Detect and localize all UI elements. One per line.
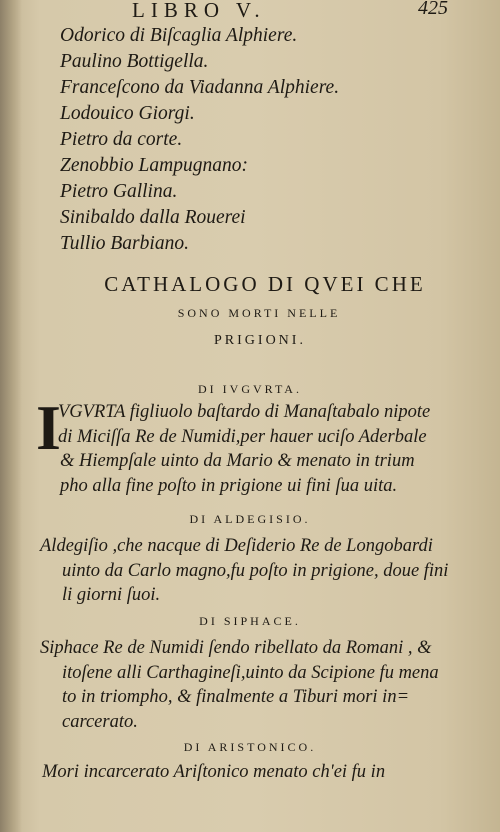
- list-item: Sinibaldo dalla Rouerei: [60, 207, 246, 228]
- text-line: to in triompho, & finalmente a Tiburi mori in=: [62, 687, 410, 707]
- section-heading: DI SIPHACE.: [199, 614, 301, 628]
- section-text: [58, 400, 488, 498]
- drop-capital: I: [36, 392, 61, 463]
- list-item: Lodouico Giorgi.: [60, 103, 195, 124]
- section-heading: DI ARISTONICO.: [183, 740, 317, 754]
- section-text: [42, 760, 472, 785]
- text-line: VGVRTA figliuolo baſtardo di Manaſtabalo nipote: [58, 402, 431, 422]
- text-line: li giorni ſuoi.: [62, 585, 161, 605]
- catalog-subtitle-line: SONO MORTI NELLE: [177, 306, 341, 320]
- text-line: carcerato.: [62, 711, 138, 732]
- list-item: Tullio Barbiano.: [60, 233, 189, 254]
- catalog-subtitle-line: PRIGIONI.: [214, 333, 306, 348]
- section-heading: DI ALDEGISIO.: [189, 512, 311, 526]
- catalog-title-line: CATHALOGO DI QVEI CHE: [104, 272, 426, 296]
- list-item: Odorico di Biſcaglia Alphiere.: [60, 25, 298, 46]
- text-line: Mori incarcerato Ariſtonico menato ch'ei fu in: [42, 762, 386, 782]
- text-line: uinto da Carlo magno,fu poſto in prigione, doue fini: [62, 560, 449, 581]
- section-heading: DI IVGVRTA.: [198, 382, 302, 396]
- running-head: LIBRO V.: [132, 0, 266, 22]
- text-line: pho alla fine poſto in prigione ui fini ſua uita.: [60, 475, 398, 496]
- text-line: Siphace Re de Numidi ſendo ribellato da Romani , &: [40, 638, 432, 658]
- list-item: Zenobbio Lampugnano:: [60, 155, 248, 176]
- text-line: Aldegiſio ,che nacque di Deſiderio Re de Longobardi: [40, 536, 433, 556]
- text-line: & Hiempſale uinto da Mario & menato in trium: [60, 451, 415, 471]
- section-text: [40, 636, 470, 734]
- list-item: Franceſcono da Viadanna Alphiere.: [60, 77, 340, 98]
- section-text: [40, 534, 470, 608]
- list-item: Pietro da corte.: [60, 129, 183, 150]
- list-item: Pietro Gallina.: [60, 181, 178, 202]
- catalog-title: [0, 272, 500, 349]
- text-line: di Miciſſa Re de Numidi,per hauer uciſo Aderbale: [58, 426, 427, 447]
- text-line: itoſene alli Carthagineſi,uinto da Scipione fu mena: [62, 662, 439, 683]
- page-gutter-shadow: [0, 0, 22, 832]
- names-list: [60, 23, 339, 257]
- list-item: Paulino Bottigella.: [60, 51, 209, 72]
- page-number: 425: [418, 0, 448, 19]
